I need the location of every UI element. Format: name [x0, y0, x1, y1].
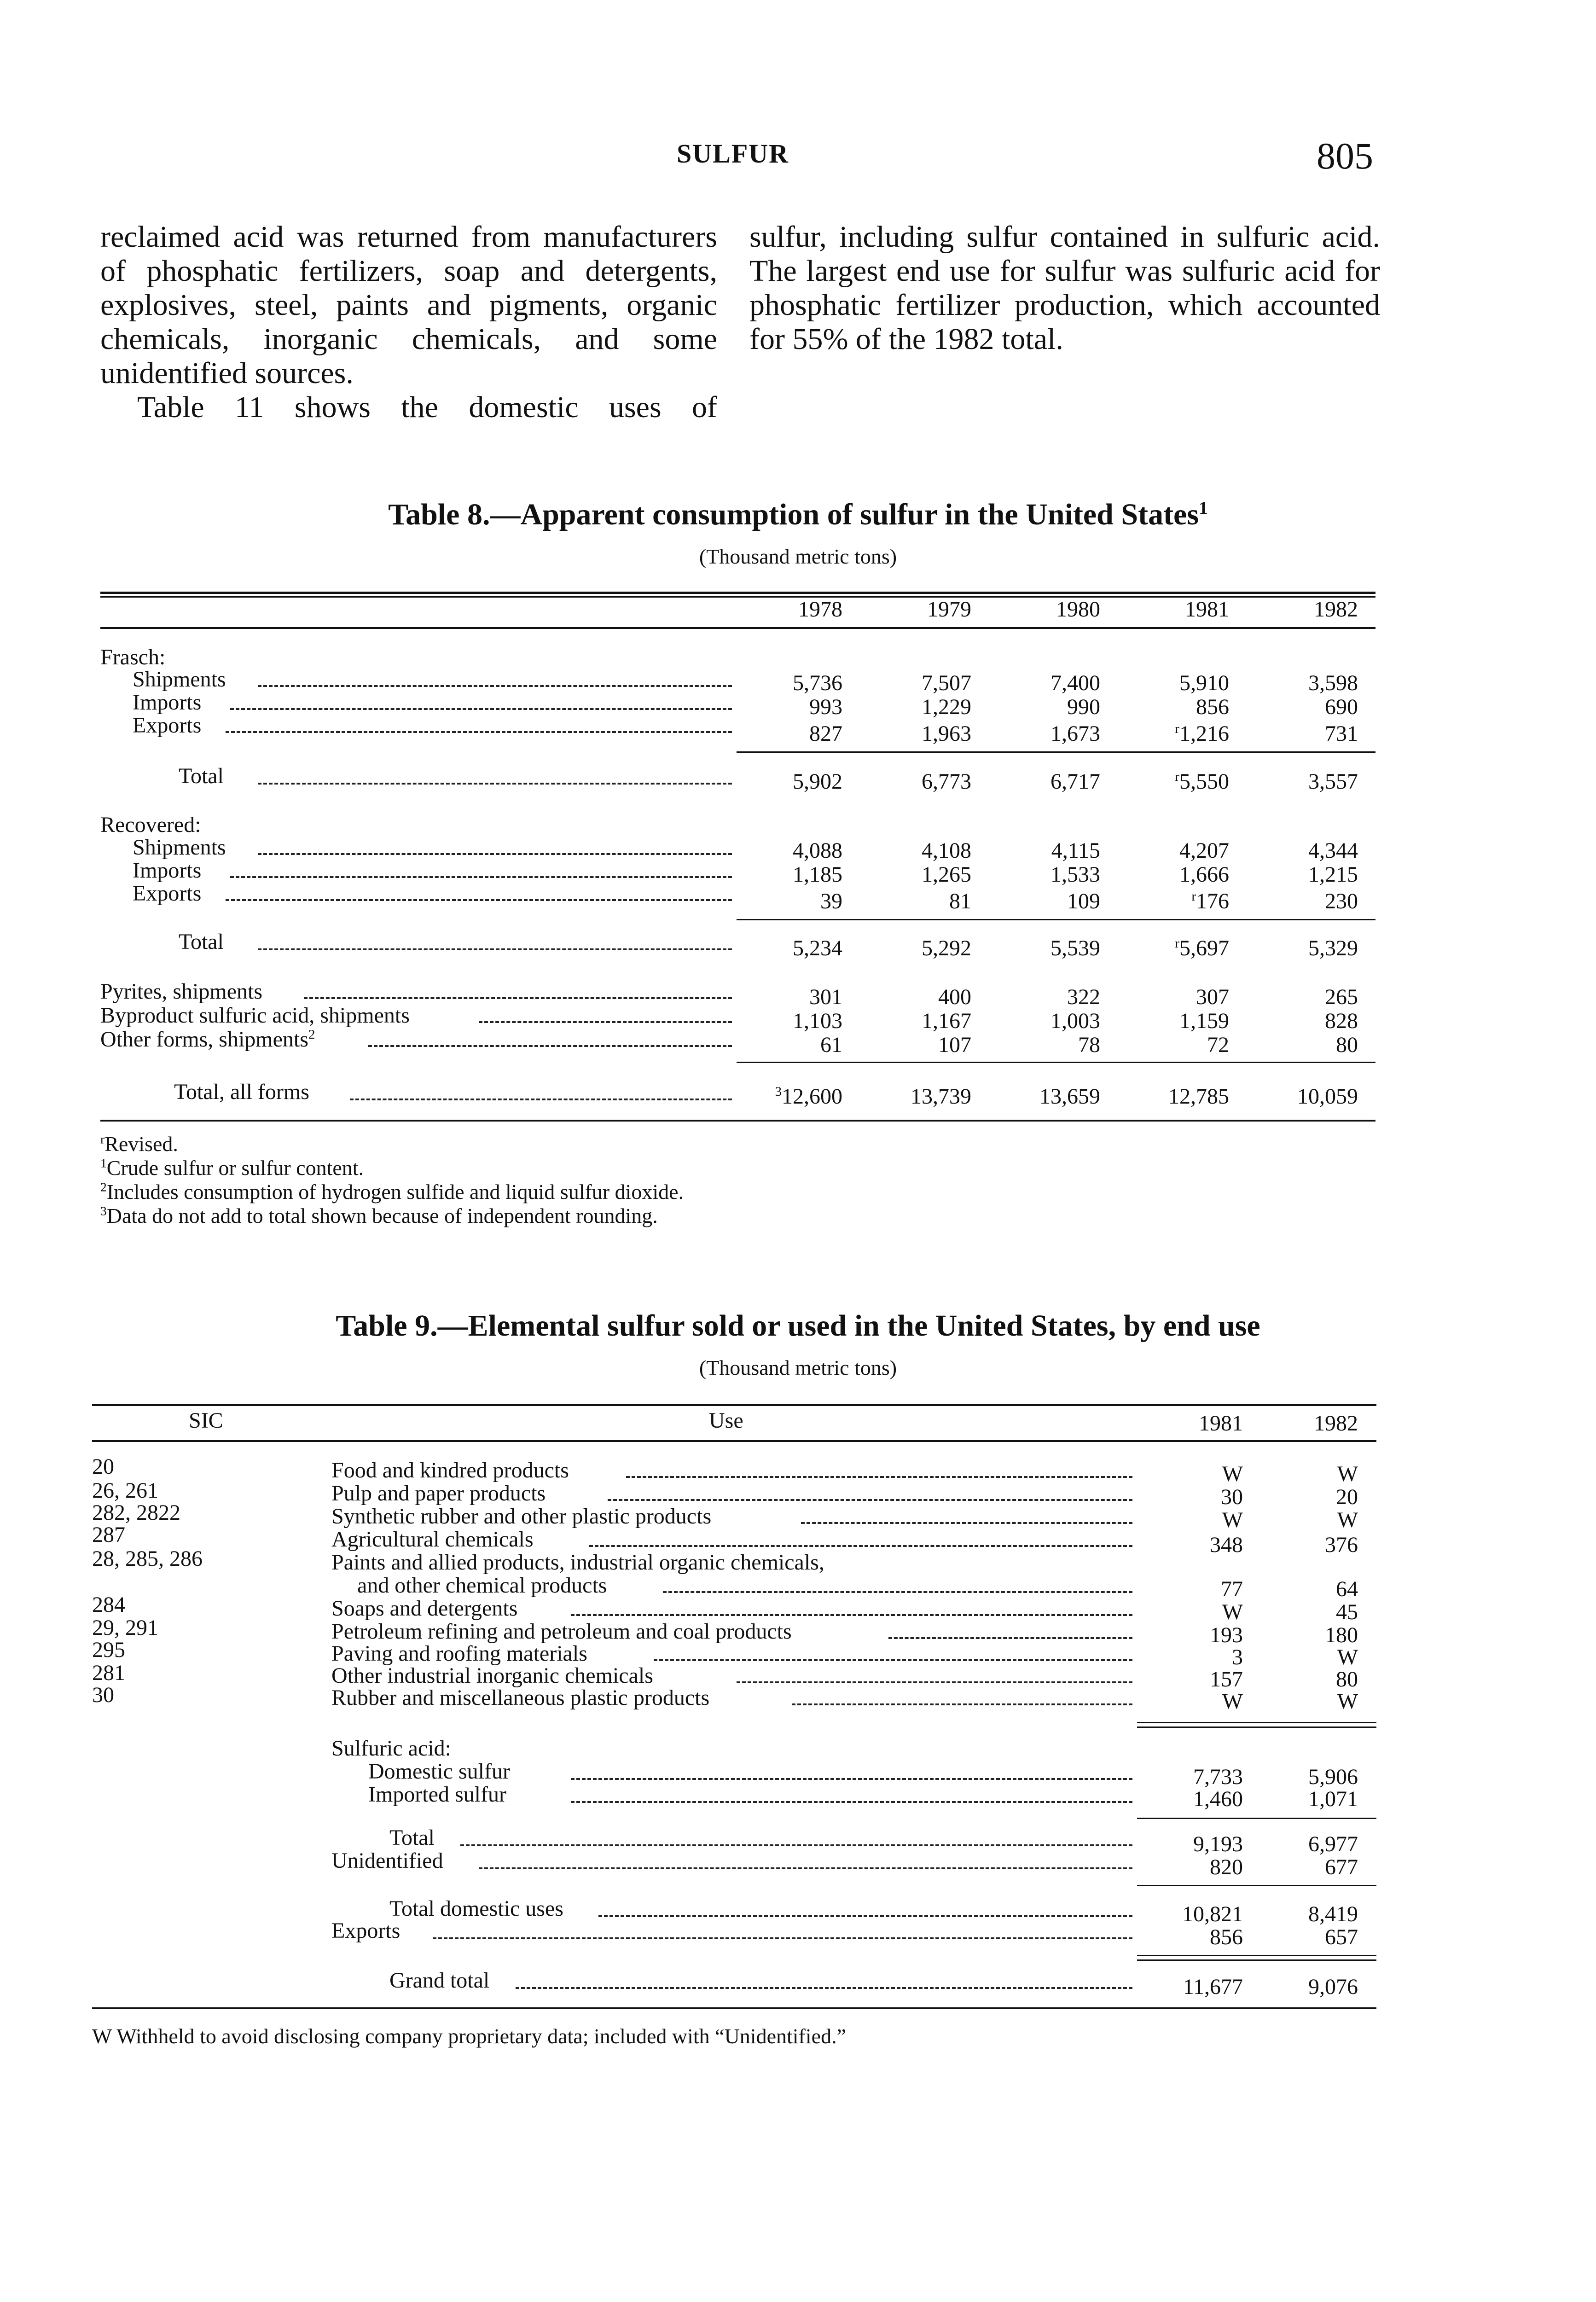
table8-cell: 322: [1067, 985, 1100, 1009]
table8-year-header: 1981: [1185, 597, 1229, 622]
table8-cell: 1,265: [922, 862, 971, 887]
table9-header-year: 1981: [1199, 1411, 1243, 1436]
table9-use: Petroleum refining and petroleum and coal products: [331, 1619, 792, 1644]
table8-cell: 7,400: [1050, 671, 1100, 695]
table8-cell: $^r$5,697: [1175, 936, 1229, 960]
table9-sic: 26, 261: [92, 1478, 158, 1503]
table9-cell: W: [1222, 1689, 1243, 1714]
table9-cell: W: [1222, 1600, 1243, 1624]
table8-row-label: Byproduct sulfuric acid, shipments: [100, 1003, 410, 1028]
table8-cell: 7,507: [922, 671, 971, 695]
table8-cell: 81: [949, 889, 971, 913]
table9-sulfuric-acid-label: Sulfuric acid:: [331, 1736, 451, 1761]
table9-use: Unidentified: [331, 1849, 443, 1873]
table8-cell: 1,963: [922, 721, 971, 746]
table9-cell: 7,733: [1193, 1765, 1243, 1789]
table8-row-label: Imports: [133, 858, 202, 883]
table9-cell: 80: [1336, 1667, 1358, 1692]
table9-cell: 376: [1325, 1533, 1358, 1557]
table9-cell: 856: [1210, 1925, 1243, 1949]
table8-cell: 12,785: [1168, 1084, 1229, 1109]
table9-use: Synthetic rubber and other plastic products: [331, 1504, 712, 1529]
table8-cell: 4,088: [793, 838, 842, 863]
table8-cell: $^r$1,216: [1175, 721, 1229, 746]
table9-use: Imported sulfur: [368, 1782, 506, 1807]
table9-sic: 287: [92, 1523, 125, 1547]
table8-total-label: Total: [179, 930, 224, 954]
page-number: 805: [1317, 135, 1373, 177]
table8-cell: 1,003: [1050, 1009, 1100, 1033]
table8-cell: 307: [1196, 985, 1229, 1009]
table8-cell: 107: [938, 1033, 971, 1057]
table9-cell: 11,677: [1183, 1975, 1243, 1999]
table8-cell: 5,329: [1308, 936, 1358, 960]
table8-cell: 400: [938, 985, 971, 1009]
table8-footnote: $^2$Includes consumption of hydrogen sulfide and liquid sulfur dioxide.: [100, 1180, 684, 1203]
table9-sic: 282, 2822: [92, 1500, 180, 1525]
table9-sic: 284: [92, 1593, 125, 1617]
table8-cell: 4,344: [1308, 838, 1358, 863]
table8-cell: 230: [1325, 889, 1358, 913]
table9-use: Food and kindred products: [331, 1458, 569, 1482]
table8-cell: 5,910: [1179, 671, 1229, 695]
table8-total-label: Total: [179, 764, 224, 788]
table8-row-label: Exports: [133, 881, 202, 906]
table9-cell: 677: [1325, 1855, 1358, 1879]
table8-title: Table 8.—Apparent consumption of sulfur in the United States$^1$: [388, 498, 1208, 531]
table8-cell: 3,557: [1308, 769, 1358, 794]
table8-cell: 1,159: [1179, 1009, 1229, 1033]
table9-cell: W: [1222, 1508, 1243, 1532]
table8-cell: 690: [1325, 695, 1358, 719]
table8-cell: 993: [809, 695, 842, 719]
table9-sic: 295: [92, 1638, 125, 1662]
table9-header-sic: SIC: [189, 1408, 223, 1433]
table8-cell: 4,108: [922, 838, 971, 863]
table9-cell: W: [1337, 1508, 1358, 1532]
table8-cell: 6,717: [1050, 769, 1100, 794]
table8-grand-total-label: Total, all forms: [174, 1080, 309, 1104]
table8-cell: $^3$12,600: [775, 1084, 842, 1109]
table8-cell: 1,533: [1050, 862, 1100, 887]
table8-cell: 4,207: [1179, 838, 1229, 863]
table8-cell: 5,539: [1050, 936, 1100, 960]
table8-cell: 61: [820, 1033, 842, 1057]
table9-sic: 281: [92, 1661, 125, 1685]
table8-year-header: 1980: [1056, 597, 1100, 622]
table9-cell: 157: [1210, 1667, 1243, 1692]
paragraph: reclaimed acid was returned from manufacturers of phosphatic fertilizers, soap and detergents, explosives, steel, paints and pigments, organic chemicals, inorganic chemicals, and some unidentified sources.: [100, 220, 717, 390]
table8-row-label: Other forms, shipments$^2$: [100, 1027, 315, 1052]
table9-footnote: W Withheld to avoid disclosing company proprietary data; included with “Unidentified.”: [92, 2024, 846, 2048]
table8-group-label: Recovered:: [100, 813, 201, 837]
table9-cell: 45: [1336, 1600, 1358, 1624]
table9-use: Pulp and paper products: [331, 1481, 546, 1506]
table8-row-label: Exports: [133, 713, 202, 738]
table8-cell: 6,773: [922, 769, 971, 794]
table8-row-label: Shipments: [133, 835, 226, 860]
table9-sic: 29, 291: [92, 1616, 158, 1640]
table9-cell: 1,071: [1308, 1787, 1358, 1811]
table8-footnote: $^1$Crude sulfur or sulfur content.: [100, 1156, 364, 1180]
table8-cell: 1,167: [922, 1009, 971, 1033]
table9-sic: 30: [92, 1683, 114, 1707]
table8-cell: 731: [1325, 721, 1358, 746]
table8-cell: 856: [1196, 695, 1229, 719]
table8-cell: 78: [1078, 1033, 1100, 1057]
table8-cell: 39: [820, 889, 842, 913]
table8-cell: 80: [1336, 1033, 1358, 1057]
table9-use: Soaps and detergents: [331, 1596, 518, 1621]
table8-row-label: Pyrites, shipments: [100, 979, 263, 1004]
table9-grand-total-label: Grand total: [389, 1968, 490, 1993]
table8-cell: 5,234: [793, 936, 842, 960]
table9-subtitle: (Thousand metric tons): [699, 1356, 897, 1379]
table9-header-year: 1982: [1314, 1411, 1358, 1436]
table8-group-label: Frasch:: [100, 645, 166, 669]
table8-cell: 3,598: [1308, 671, 1358, 695]
table8-cell: $^r$176: [1191, 889, 1229, 913]
table9-use: Exports: [331, 1918, 400, 1943]
table9-cell: 9,193: [1193, 1832, 1243, 1856]
table9-use: Paving and roofing materials: [331, 1641, 587, 1666]
table9-cell: 5,906: [1308, 1765, 1358, 1789]
table9-cell: 10,821: [1182, 1902, 1243, 1926]
table9-use: Other industrial inorganic chemicals: [331, 1663, 653, 1688]
table8-cell: 1,185: [793, 862, 842, 887]
table9-use: Domestic sulfur: [368, 1759, 510, 1784]
table8-cell: 5,292: [922, 936, 971, 960]
table8-cell: $^r$5,550: [1175, 769, 1229, 794]
table9-title: Table 9.—Elemental sulfur sold or used in the United States, by end use: [336, 1309, 1260, 1343]
table8-cell: 5,736: [793, 671, 842, 695]
table8-cell: 13,739: [911, 1084, 971, 1109]
body-left-column: [100, 220, 717, 424]
table9-cell: 820: [1210, 1855, 1243, 1879]
table9-total-domestic-label: Total domestic uses: [389, 1896, 563, 1921]
table8-cell: 990: [1067, 695, 1100, 719]
table8-year-header: 1982: [1314, 597, 1358, 622]
table8-cell: 1,673: [1050, 721, 1100, 746]
table9-cell: 6,977: [1308, 1832, 1358, 1856]
running-title: SULFUR: [677, 139, 789, 169]
table9-cell: 8,419: [1308, 1902, 1358, 1926]
paragraph: sulfur, including sulfur contained in sulfuric acid. The largest end use for sulfur was sulfuric acid for phosphatic fertilizer production, which accounted for 55% of the 1982 total.: [749, 220, 1380, 356]
table9-cell: 64: [1336, 1577, 1358, 1601]
table8-cell: 827: [809, 721, 842, 746]
table8-cell: 1,103: [793, 1009, 842, 1033]
table8-year-header: 1978: [798, 597, 842, 622]
table8-cell: 1,215: [1308, 862, 1358, 887]
table9-cell: 9,076: [1308, 1975, 1358, 1999]
table9-cell: W: [1222, 1462, 1243, 1486]
table9-header-use: Use: [709, 1408, 743, 1433]
table9-sic: 28, 285, 286: [92, 1546, 203, 1571]
table8-cell: 5,902: [793, 769, 842, 794]
table9-use-continued: and other chemical products: [357, 1573, 607, 1598]
body-right-column: [749, 220, 1380, 356]
table9-cell: 1,460: [1193, 1787, 1243, 1811]
table8-cell: 301: [809, 985, 842, 1009]
table8-cell: 109: [1067, 889, 1100, 913]
table8-row-label: Imports: [133, 690, 202, 715]
table9-use: Rubber and miscellaneous plastic products: [331, 1686, 710, 1710]
table8-cell: 13,659: [1039, 1084, 1100, 1109]
table9-cell: 3: [1232, 1645, 1243, 1669]
table9-sic: 20: [92, 1454, 114, 1479]
table8-year-header: 1979: [927, 597, 971, 622]
table8-row-label: Shipments: [133, 667, 226, 692]
table9-cell: W: [1337, 1689, 1358, 1714]
table8-cell: 828: [1325, 1009, 1358, 1033]
table8-cell: 1,229: [922, 695, 971, 719]
table9-cell: 348: [1210, 1533, 1243, 1557]
table8-footnote: $^3$Data do not add to total shown because of independent rounding.: [100, 1203, 658, 1227]
paragraph: Table 11 shows the domestic uses of: [137, 390, 717, 424]
table9-use: Agricultural chemicals: [331, 1527, 534, 1552]
table9-cell: 30: [1221, 1485, 1243, 1509]
table8-cell: 4,115: [1051, 838, 1100, 863]
table8-subtitle: (Thousand metric tons): [699, 545, 897, 568]
table8-footnote: $^r$Revised.: [100, 1132, 178, 1156]
table8-cell: 1,666: [1179, 862, 1229, 887]
table9-cell: 193: [1210, 1623, 1243, 1647]
table9-cell: 657: [1325, 1925, 1358, 1949]
table9-total-label: Total: [389, 1825, 435, 1850]
table8-cell: 10,059: [1297, 1084, 1358, 1109]
table9-cell: 77: [1221, 1577, 1243, 1601]
table8-cell: 72: [1207, 1033, 1229, 1057]
table9-cell: 180: [1325, 1623, 1358, 1647]
table9-use: Paints and allied products, industrial organic chemicals,: [331, 1550, 824, 1575]
table8-cell: 265: [1325, 985, 1358, 1009]
table9-cell: 20: [1336, 1485, 1358, 1509]
table9-cell: W: [1337, 1462, 1358, 1486]
table9-cell: W: [1337, 1645, 1358, 1669]
